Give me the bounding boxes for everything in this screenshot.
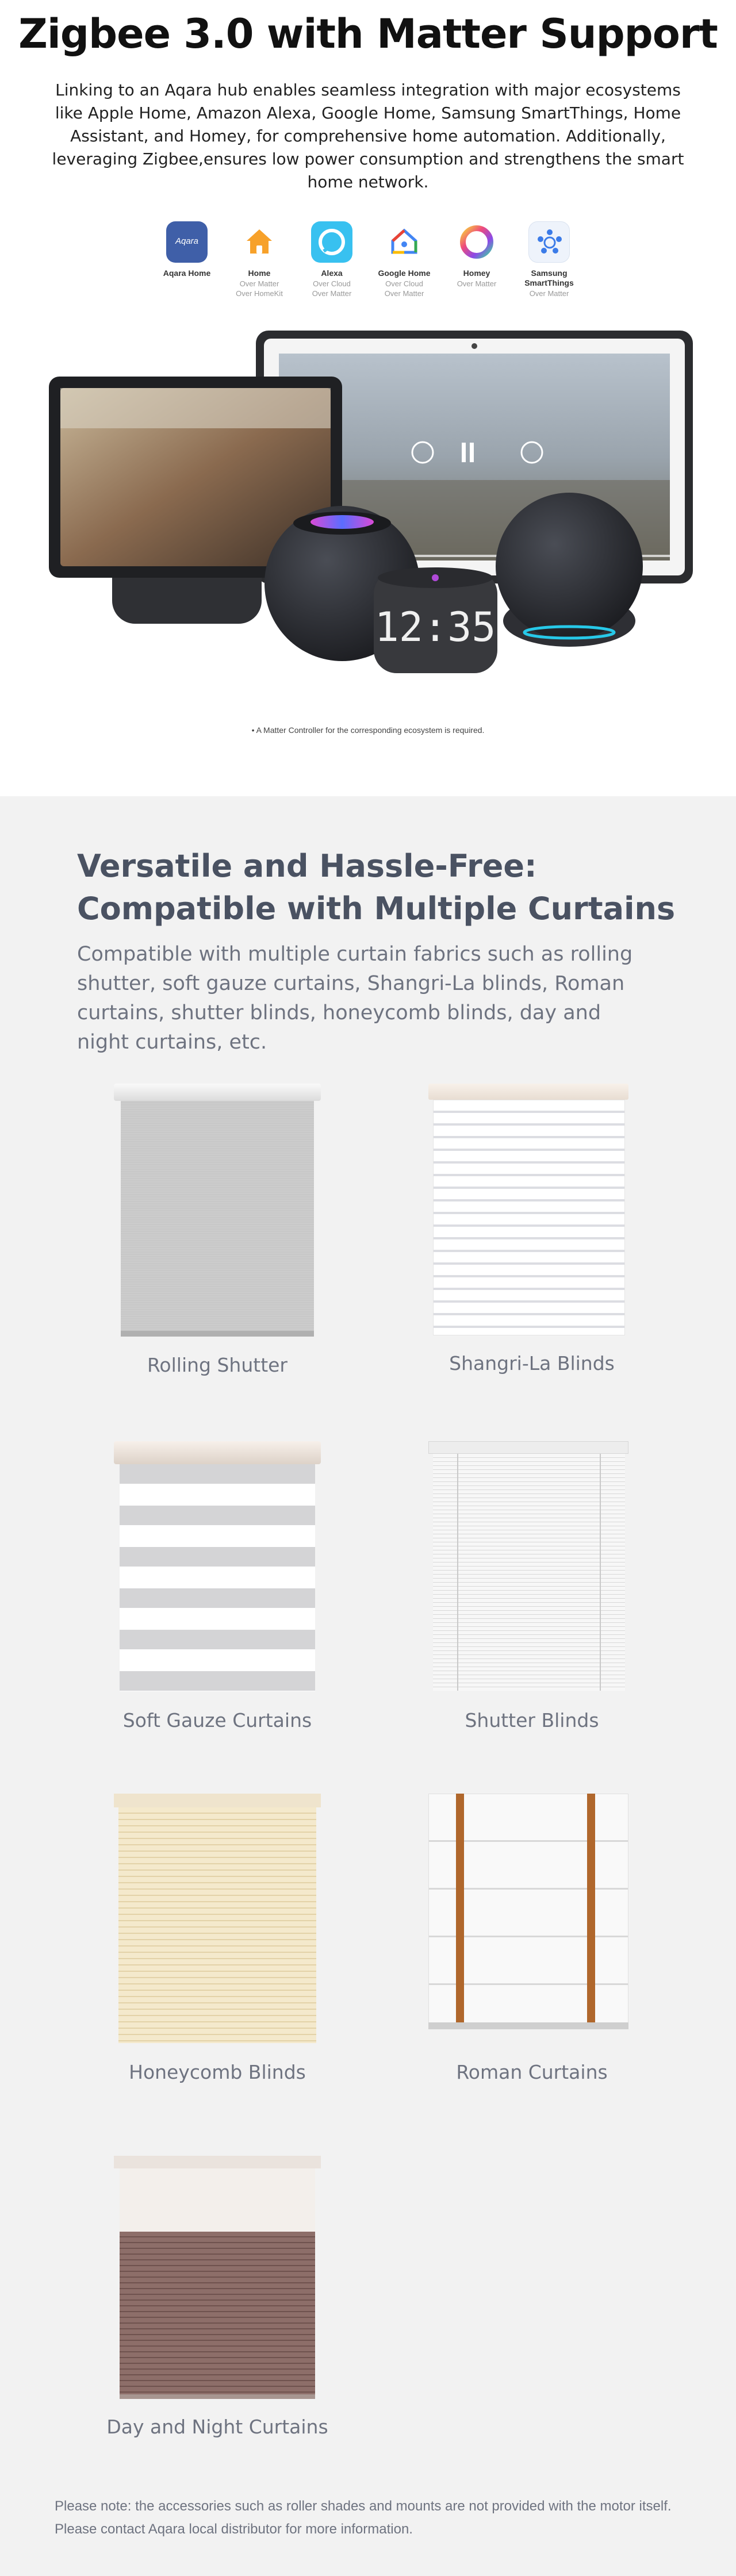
shutter-blinds-image — [428, 1441, 635, 1694]
curtain-card-shutter-blinds — [428, 1441, 635, 1732]
section-description: Compatible with multiple curtain fabrics such as rolling shutter, soft gauze curtains, Shangri-La blinds, Roman curtains, shutter blinds, honeycomb blinds, day and night curtains, etc. — [77, 943, 633, 1054]
section-title — [77, 845, 681, 930]
ecosystem-sub: Over Matter — [457, 279, 497, 288]
ecosystem-smartthings — [512, 221, 586, 298]
ecosystem-sub: Over HomeKit — [236, 289, 283, 298]
matter-disclaimer: • A Matter Controller for the corresponding ecosystem is required. — [251, 725, 485, 735]
ecosystem-sub: Over Matter — [384, 289, 424, 298]
curtain-compatibility-section — [0, 796, 736, 2576]
title-line: Versatile and Hassle-Free: — [77, 848, 537, 884]
ecosystem-sub: Over Matter — [312, 289, 352, 298]
day-and-night-curtains-image — [114, 2156, 321, 2409]
ecosystem-name: Homey — [463, 268, 490, 278]
homey-icon — [456, 221, 497, 263]
curtain-card-shangri-la-blinds — [428, 1084, 635, 1375]
ecosystem-sub: Over Cloud — [313, 279, 351, 288]
smart-devices-illustration — [43, 331, 693, 681]
smartthings-icon — [528, 221, 570, 263]
matter-support-section — [0, 0, 736, 796]
section-description: Linking to an Aqara hub enables seamless integration with major ecosystems like Apple Home, Amazon Alexa, Google Home, Samsung SmartThings, Home Assistant, and Homey, for comprehensive home automation. Additionally, leveraging Zigbee,ensures low power consumption and strengthens the smart home network. — [52, 80, 684, 191]
honeycomb-blinds-image — [114, 1794, 321, 2047]
curtain-label: Shutter Blinds — [465, 1709, 599, 1732]
curtain-label: Roman Curtains — [456, 2061, 608, 2083]
note-line: Please contact Aqara local distributor for more information. — [55, 2521, 413, 2537]
ecosystem-name: Samsung SmartThings — [524, 268, 574, 287]
aqara-icon: Aqara — [166, 221, 208, 263]
alexa-icon — [311, 221, 352, 263]
ecosystem-sub: Over Matter — [239, 279, 279, 288]
clock-display: 12:35 — [374, 604, 496, 651]
curtain-card-day-and-night — [106, 2156, 328, 2438]
curtain-card-rolling-shutter — [114, 1084, 321, 1376]
ecosystem-alexa — [294, 221, 369, 298]
rolling-shutter-image — [114, 1084, 321, 1337]
ecosystem-homey — [439, 221, 514, 288]
google-home-icon — [384, 221, 425, 263]
ecosystem-sub: Over Cloud — [385, 279, 423, 288]
curtain-label: Shangri-La Blinds — [449, 1352, 615, 1375]
section-title: Zigbee 3.0 with Matter Support — [18, 10, 718, 57]
curtain-card-honeycomb-blinds — [114, 1794, 321, 2083]
echo-dot-device — [496, 493, 643, 647]
ecosystem-name: Aqara Home — [163, 268, 211, 278]
soft-gauze-curtains-image — [114, 1441, 321, 1694]
ecosystem-sub: Over Matter — [529, 289, 569, 298]
ecosystem-apple-home — [222, 221, 297, 298]
ecosystem-google-home — [367, 221, 442, 298]
ecosystem-aqara-home — [150, 221, 224, 278]
ecosystem-logos — [150, 221, 586, 308]
ecosystem-name: Google Home — [378, 268, 431, 278]
curtain-label: Rolling Shutter — [147, 1354, 288, 1376]
apple-home-icon — [239, 221, 280, 263]
curtain-card-soft-gauze — [114, 1441, 321, 1732]
curtain-label: Soft Gauze Curtains — [122, 1709, 312, 1732]
roman-curtains-image — [428, 1794, 635, 2047]
shangri-la-blinds-image — [428, 1084, 635, 1337]
accessory-note — [55, 2495, 699, 2541]
curtain-label: Day and Night Curtains — [106, 2416, 328, 2438]
ecosystem-name: Alexa — [321, 268, 343, 278]
title-line: Compatible with Multiple Curtains — [77, 890, 676, 927]
note-line: Please note: the accessories such as roller shades and mounts are not provided with the motor itself. — [55, 2498, 672, 2514]
curtain-label: Honeycomb Blinds — [129, 2061, 306, 2083]
ecosystem-name: Home — [248, 268, 271, 278]
echo-dot-clock-device — [374, 567, 497, 673]
curtain-card-roman-curtains — [428, 1794, 635, 2083]
